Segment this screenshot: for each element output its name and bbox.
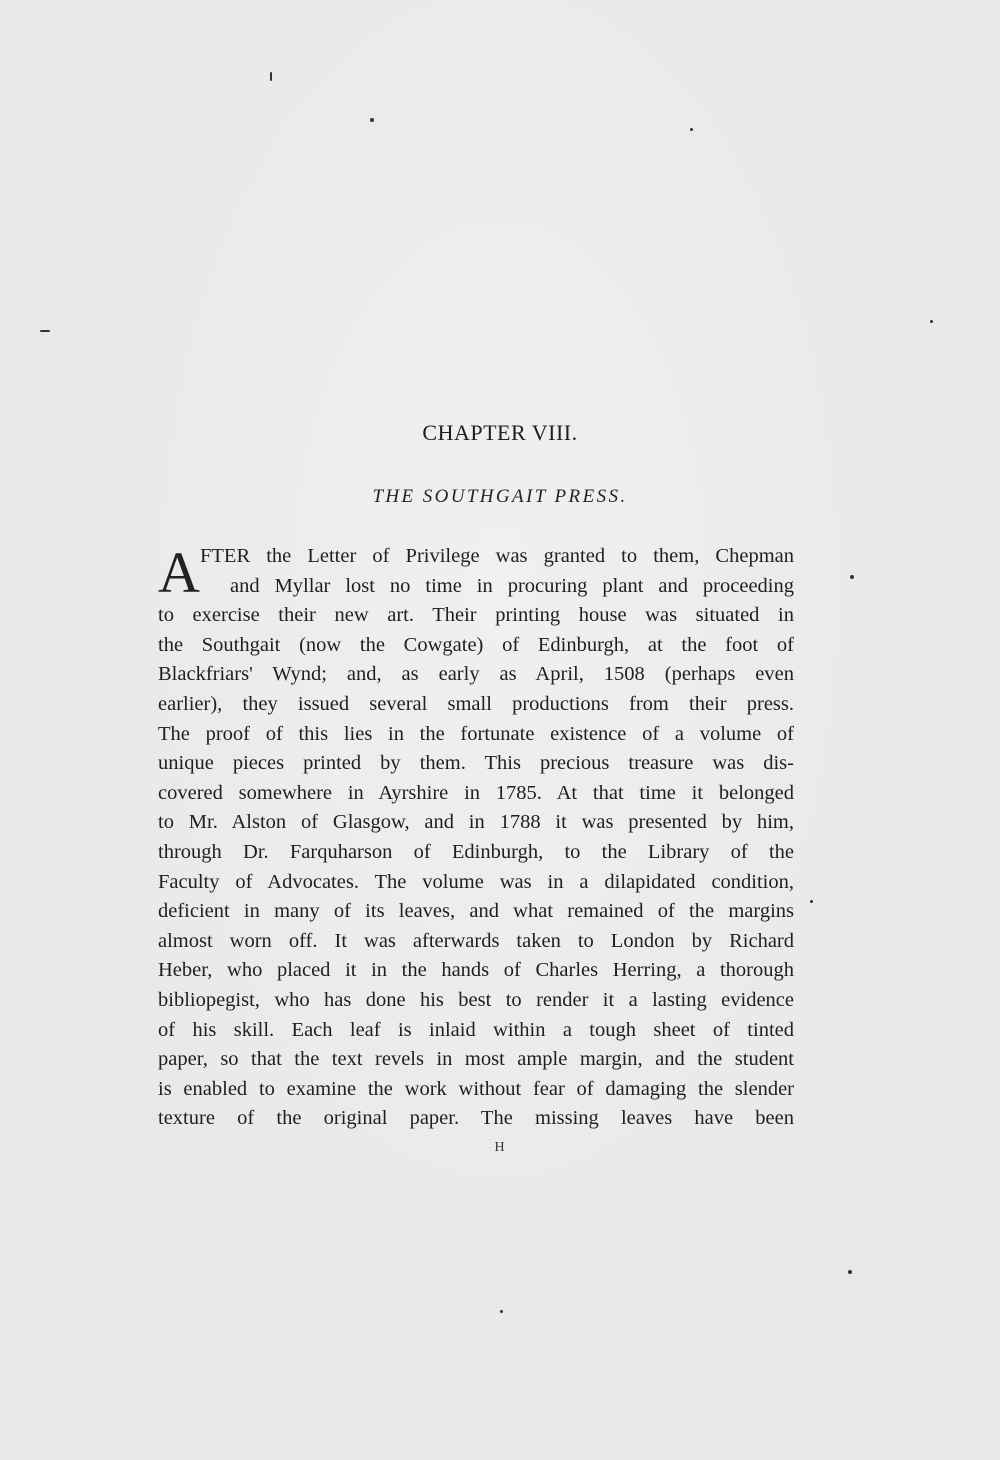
- text-line: of his skill. Each leaf is inlaid within a tough sheet of tinted: [158, 1018, 794, 1041]
- text-line: earlier), they issued several small productions from their press.: [158, 692, 794, 715]
- paper-speck: [690, 128, 693, 131]
- text-line: is enabled to examine the work without fear of damaging the slender: [158, 1077, 794, 1100]
- text-line: paper, so that the text revels in most ample margin, and the student: [158, 1048, 794, 1071]
- paper-speck: [930, 320, 933, 323]
- text-line: texture of the original paper. The missing leaves have been: [158, 1107, 794, 1130]
- chapter-subtitle: THE SOUTHGAIT PRESS.: [372, 486, 628, 507]
- show-through-text: [150, 180, 810, 250]
- text-line: Heber, who placed it in the hands of Charles Herring, a thorough: [158, 959, 794, 982]
- drop-cap-initial: A: [158, 540, 200, 605]
- paper-speck: [270, 72, 272, 81]
- text-line: the Southgait (now the Cowgate) of Edinburgh, at the foot of: [158, 633, 794, 656]
- text-line: deficient in many of its leaves, and what remained of the margins: [158, 900, 794, 923]
- text-line: through Dr. Farquharson of Edinburgh, to the Library of the: [158, 840, 794, 863]
- text-line: FTER the Letter of Privilege was granted to them, Chepman: [200, 545, 794, 567]
- paper-speck: [500, 1310, 503, 1313]
- chapter-title: CHAPTER VIII.: [422, 420, 578, 445]
- text-line: Faculty of Advocates. The volume was in a dilapidated condition,: [158, 870, 794, 893]
- text-line: bibliopegist, who has done his best to render it a lasting evidence: [158, 988, 794, 1011]
- text-line: and Myllar lost no time in procuring plant and proceeding: [230, 574, 794, 597]
- text-line: covered somewhere in Ayrshire in 1785. At that time it belonged: [158, 781, 794, 804]
- body-paragraph: [158, 542, 794, 1134]
- text-line: The proof of this lies in the fortunate existence of a volume of: [158, 722, 794, 745]
- paper-speck: [370, 118, 374, 122]
- text-line: almost worn off. It was afterwards taken to London by Richard: [158, 929, 794, 952]
- paper-speck: [850, 575, 854, 579]
- paper-speck: [848, 1270, 852, 1274]
- text-line: to Mr. Alston of Glasgow, and in 1788 it was presented by him,: [158, 811, 794, 834]
- text-line: Blackfriars' Wynd; and, as early as April, 1508 (perhaps even: [158, 663, 794, 686]
- text-line: unique pieces printed by them. This precious treasure was dis-: [158, 752, 794, 775]
- signature-mark: H: [494, 1140, 506, 1155]
- paper-speck: [810, 900, 813, 903]
- text-line: to exercise their new art. Their printing house was situated in: [158, 604, 794, 627]
- paper-speck: [40, 330, 50, 332]
